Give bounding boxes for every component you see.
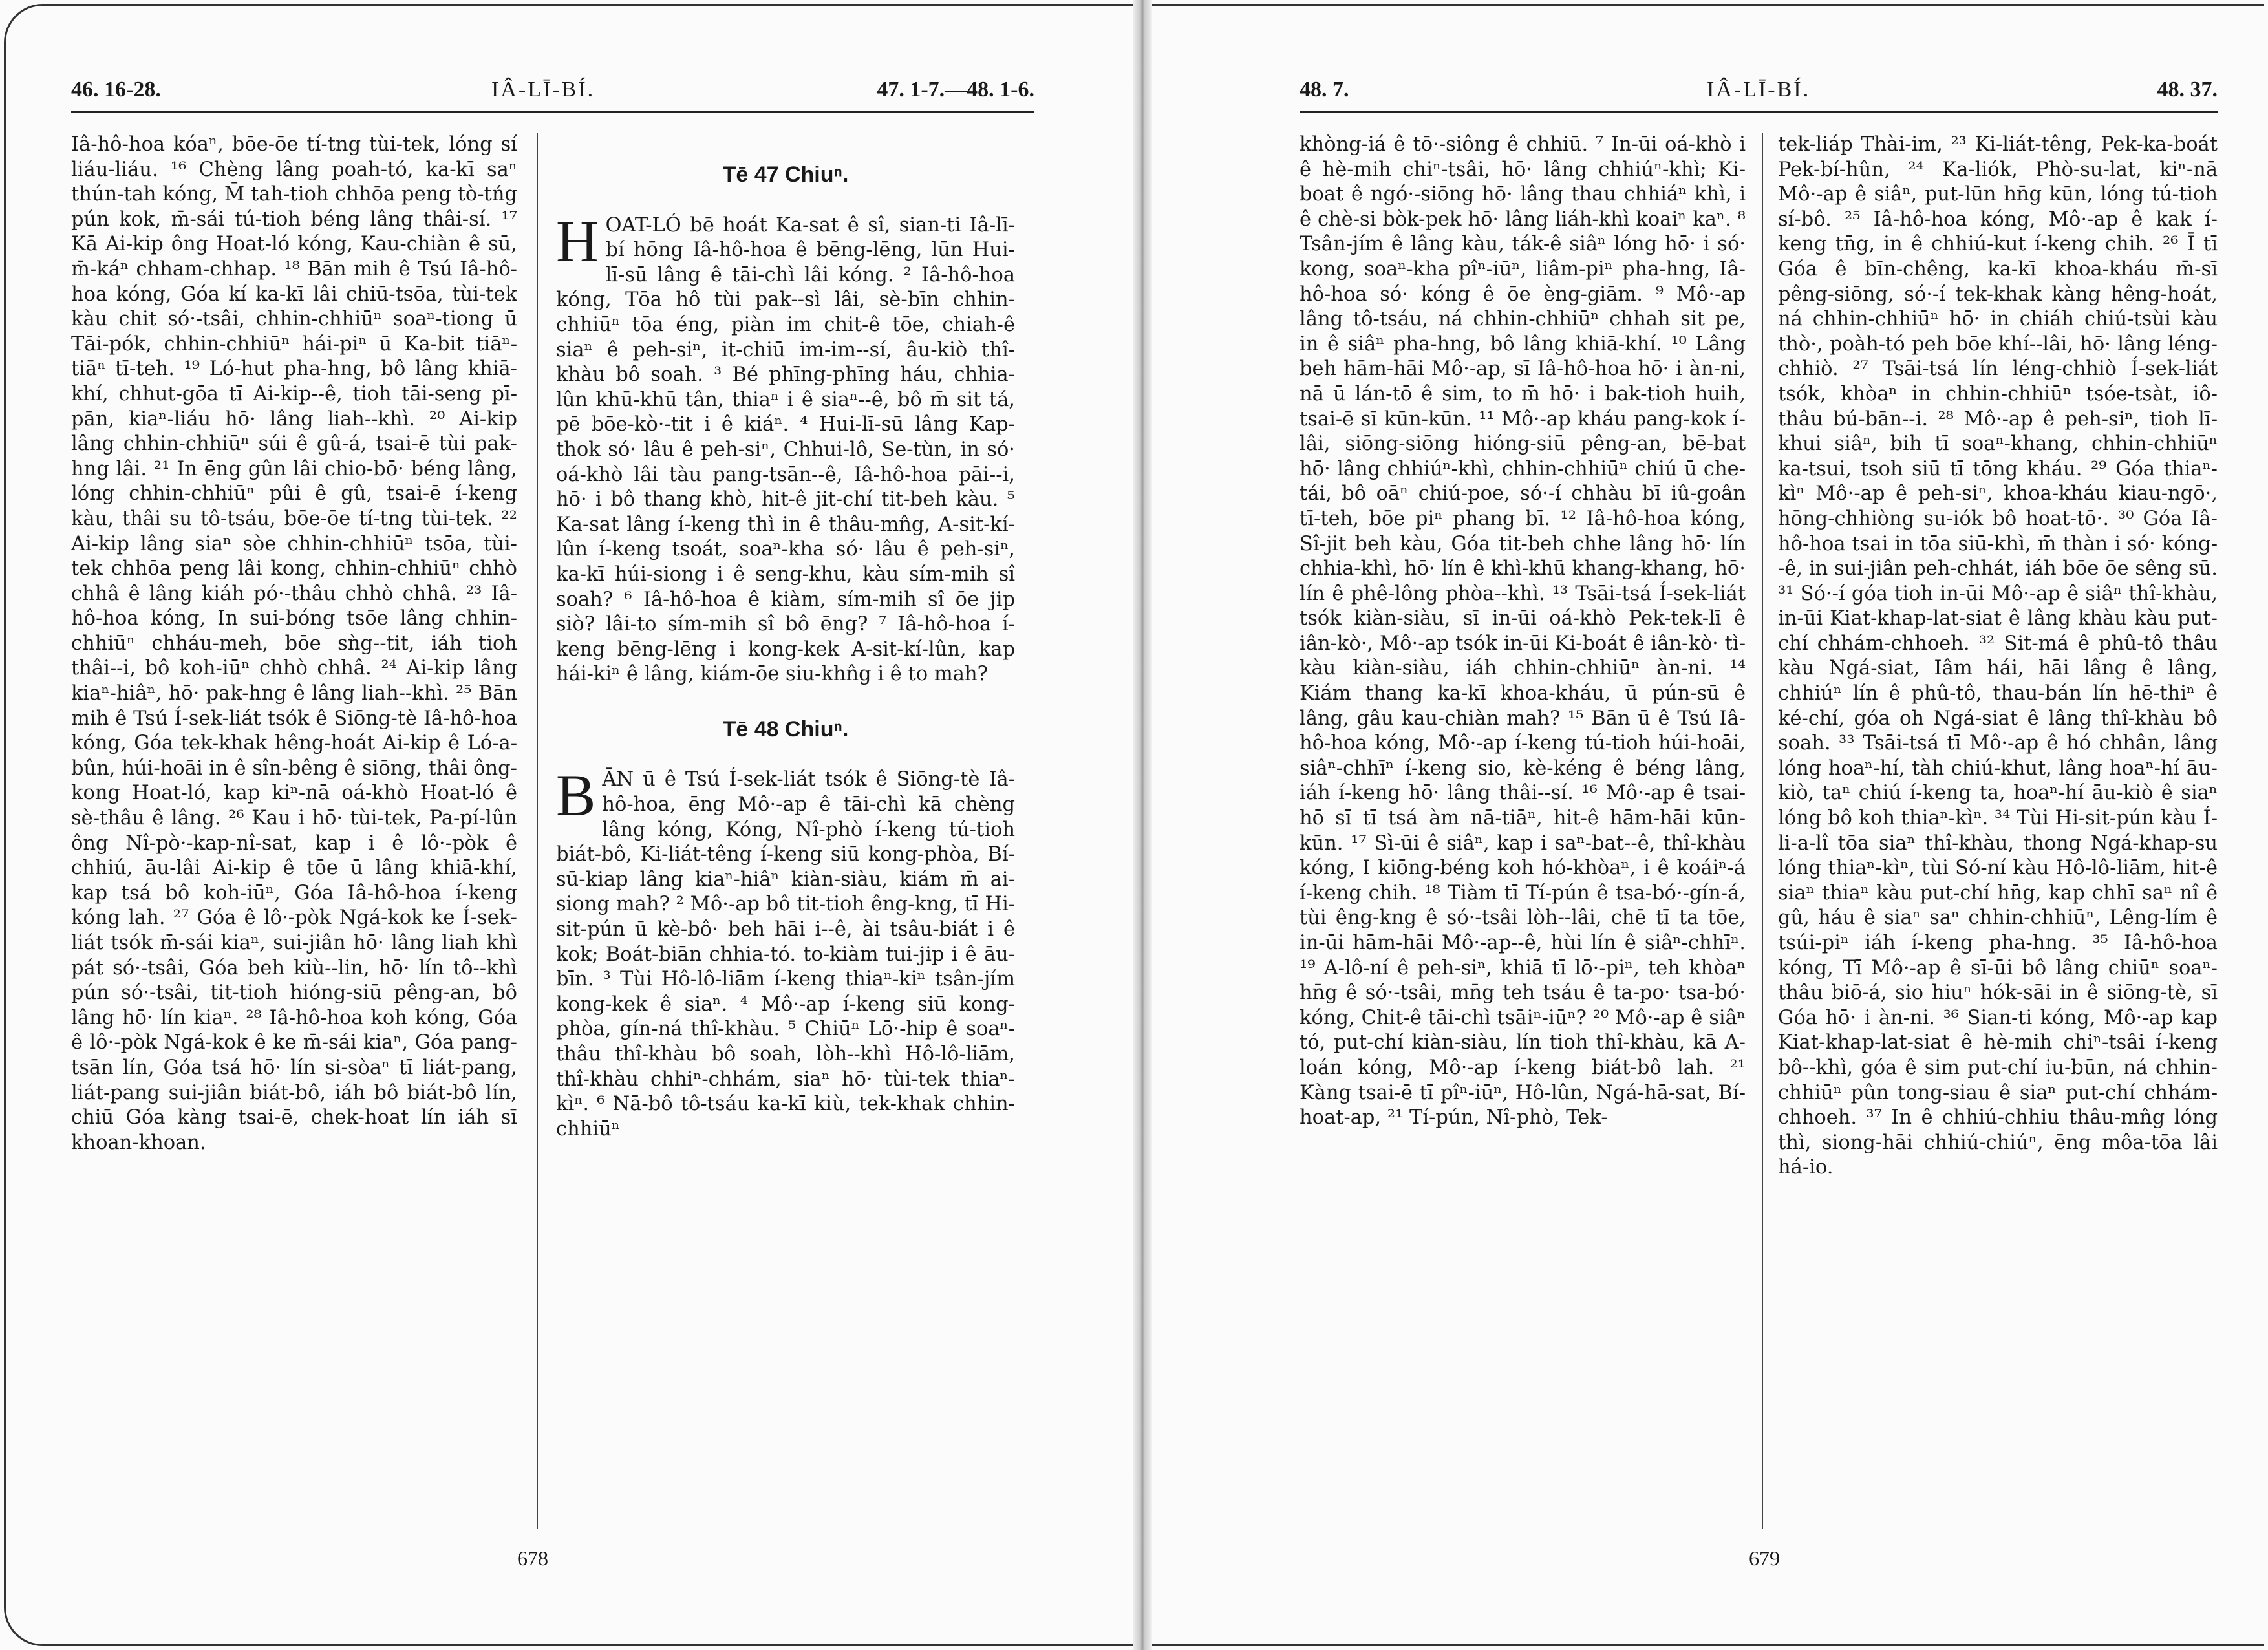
left-running-header (71, 78, 1034, 110)
right-header-book-title: IÂ-LĪ-BÍ. (1707, 78, 1811, 102)
chapter-48-text-end: tek-liáp Thài-im, ²³ Ki-liát-têng, Pek-ka-boát Pek-bí-hûn, ²⁴ Ka-liók, Phò-su-lat, kiⁿ-nā Mô·-ap ê siâⁿ, put-lūn hn̄g kūn, lóng tú-tioh sí-bô. ²⁵ Iâ-hô-hoa kóng, Mô·-ap ê kak í-keng tn̄g, in ê chhiú-kut í-keng chih. ²⁶ Ī tī Góa ê bīn-chêng, ka-kī khoa-kháu m̄-sī pêng-siōng, só·-í tek-khak kàng hêng-hoát, ná chhin-chhiūⁿ hō· in chiáh chiú-tsùi kàu thò·, poàh-tó peh bōe khí--lâi, hō· lâng léng-chhiò. ²⁷ Tsāi-tsá lín léng-chhiò Í-sek-liát tsók, khòaⁿ in chhin-chhiūⁿ tsóe-tsàt, iô-thâu bú-bān--i. ²⁸ Mô·-ap ê peh-siⁿ, tioh lī-khui siâⁿ, bih tī soaⁿ-khang, chhin-chhiūⁿ ka-tsui, tsoh siū tī tōng kháu. ²⁹ Góa thiaⁿ-kìⁿ Mô·-ap ê peh-siⁿ, khoa-kháu kiau-ngō·, hōng-chhiòng su-iók bô hoat-tō·. ³⁰ Góa Iâ-hô-hoa tsai in tōa siū-khì, m̄ thàn i só· kóng--ê, in sui-jiân peh-chhát, iáh bōe ōe sêng sū. ³¹ Só·-í góa tioh in-ūi Mô·-ap ê siâⁿ thî-khàu, in-ūi Kiat-khap-lat-siat ê lâng khàu kàu put-chí chhám-chhoeh. ³² Sit-má ê phû-tô thâu kàu Ngá-siat, Iâm hái, hāi lâng ê lâng, chhiúⁿ lín ê phû-tô, thau-bán lín hē-thiⁿ ê ké-chí, góa oh Ngá-siat ê lâng thî-khàu bô soah. ³³ Tsāi-tsá tī Mô·-ap ê hó chhân, lâng lóng hoaⁿ-hí, tàh chiú-khut, lâng hoaⁿ-hí āu-kiò, taⁿ chiú í-keng ta, hoaⁿ-hí āu-kiò ê siaⁿ lóng bô koh thiaⁿ-kìⁿ. ³⁴ Tùi Hi-sit-pún kàu Í-li-a-lî tōa siaⁿ thî-khàu, thong Ngá-khap-su lóng thiaⁿ-kìⁿ, tùi Só-ní kàu Hô-lô-liām, hit-ê siaⁿ thiaⁿ kàu put-chí hn̄g, kap chhī saⁿ nî ê gû, háu ê siaⁿ saⁿ chhin-chhiūⁿ, Lêng-lím ê tsúi-piⁿ iáh í-keng pha-hng. ³⁵ Iâ-hô-hoa kóng, Tī Mô·-ap ê sī-ūi bô lâng chiūⁿ soaⁿ-thâu biō-á, sio hiuⁿ hók-sāi in ê siōng-tè, sī Góa hō· i àn-ni. ³⁶ Sian-ti kóng, Mô·-ap kap Kiat-khap-lat-siat ê hè-mih chiⁿ-tsâi í-keng bô--khì, góa ê sim put-chí iu-būn, ná chhin-chhiūⁿ pûn tong-siau ê siaⁿ put-chí chhám-chhoeh. ³⁷ In ê chhiú-chhiu thâu-mn̂g lóng thì, siong-hāi chhiú-chiúⁿ, ēng môa-tōa lâi há-io. (1778, 133, 2218, 1179)
left-column-1 (71, 133, 517, 1529)
left-header-book-title: IÂ-LĪ-BÍ. (491, 78, 595, 102)
left-header-reference-end: 47. 1-7.—48. 1-6. (877, 78, 1034, 102)
right-column-2 (1778, 133, 2218, 1529)
chapter-48-dropcap: B (556, 762, 596, 829)
left-column-divider (537, 133, 538, 1529)
chapter-48-text-start: BĀN ū ê Tsú Í-sek-liát tsók ê Siōng-tè Iâ-hô-hoa, ēng Mô·-ap ê tāi-chì kā chèng lâng kóng, Kóng, Nî-phò í-keng tú-tioh biát-bô, Ki-liát-têng í-keng siū kong-phòa, Bí-sū-kiap lâng kiaⁿ-hiâⁿ kiàn-siàu, kiám m̄ ai-siong mah? ² Mô·-ap bô tit-tioh êng-kng, tī Hi-sit-pún ū kè-bô· beh hāi i--ê, ài tsâu-biát i ê kok; Boát-biān chhia-tó. to-kiàm tui-jip i ê āu-bīn. ³ Tùi Hô-lô-liām í-keng thiaⁿ-kiⁿ tsân-jím kong-kek ê siaⁿ. ⁴ Mô·-ap í-keng siū kong-phòa, gín-ná thî-khàu. ⁵ Chiūⁿ Lō·-hip ê soaⁿ-thâu thî-khàu bô soah, lòh--khì Hô-lô-liām, thî-khàu chhiⁿ-chhám, siaⁿ hō· tùi-tek thiaⁿ-kìⁿ. ⁶ Nā-bô tô-tsáu ka-kī kiù, tek-khak chhin-chhiūⁿ (556, 762, 1015, 1141)
left-page (19, 0, 1034, 1650)
right-page (1287, 0, 2250, 1650)
right-header-reference-end: 48. 37. (2157, 78, 2218, 102)
left-page-number: 678 (517, 1547, 548, 1570)
right-column-divider (1762, 133, 1763, 1529)
chapter-47-heading: Tē 47 Chiuⁿ. (722, 162, 849, 187)
right-header-reference-start: 48. 7. (1300, 78, 1349, 102)
left-header-rule (71, 111, 1034, 112)
chapter-48-text-continued: khòng-iá ê tō·-siông ê chhiū. ⁷ In-ūi oá-khò i ê hè-mih chiⁿ-tsâi, hō· lâng chhiúⁿ-khì; Ki-boat ê ngó·-siōng hō· lâng thau chhiáⁿ khì, i ê chè-si bòk-pek hō· lâng liáh-khì koaiⁿ kaⁿ. ⁸ Tsân-jím ê lâng kàu, ták-ê siâⁿ lóng hō· i só· kong, soaⁿ-kha pîⁿ-iūⁿ, liâm-piⁿ pha-hng, Iâ-hô-hoa só· kóng ê ōe èng-giām. ⁹ Mô·-ap lâng tô-tsáu, ná chhin-chhiūⁿ chhah sit pe, in ê siâⁿ pha-hng, bô lâng khiā-khí. ¹⁰ Lâng beh hām-hāi Mô·-ap, sī Iâ-hô-hoa hō· i àn-ni, nā ū lán-tō ê sim, to m̄ hō· i bak-tioh huih, tsai-ē sī kūn-kūn. ¹¹ Mô·-ap kháu pang-kok í-lâi, siōng-siōng hióng-siū pêng-an, bē-bat hō· lâng chhiúⁿ-khì, chhin-chhiūⁿ chiú ū che-tái, bô oāⁿ chiú-poe, só·-í chhàu bī iû-goân tī-teh, bōe piⁿ phang bī. ¹² Iâ-hô-hoa kóng, Sî-jit beh kàu, Góa tit-beh chhe lâng hō· lín chhia-khì, hō· lín ê khì-khū khang-khang, hō· lín ê phê-lông phòa--khì. ¹³ Tsāi-tsá Í-sek-liát tsók kiàn-siàu, sī in-ūi oá-khò Pek-tek-lī ê iân-kò·, Mô·-ap tsók in-ūi Ki-boát ê iân-kò· tì-kàu kiàn-siàu, iáh chhin-chhiūⁿ àn-ni. ¹⁴ Kiám thang ka-kī khoa-kháu, ū pún-sū ê lâng, gâu kau-chiàn mah? ¹⁵ Bān ū ê Tsú Iâ-hô-hoa kóng, Mô·-ap í-keng tú-tioh húi-hoāi, siâⁿ-chhīⁿ í-keng sio, kè-kéng ê béng lâng, iáh í-keng hō· lâng thâi--sí. ¹⁶ Mô·-ap ê tsai-hō sī tī tsá àm nā-tiāⁿ, hit-ê hām-hāi kūn-kūn. ¹⁷ Sì-ūi ê siâⁿ, kap i saⁿ-bat--ê, thî-khàu kóng, I kiōng-béng koh hó-khòaⁿ, i ê koáiⁿ-á í-keng chih. ¹⁸ Tiàm tī Tí-pún ê tsa-bó·-gín-á, tùi êng-kng ê só·-tsâi lòh--lâi, chē tī ta tōe, in-ūi hām-hāi Mô·-ap--ê, hùi lín ê siâⁿ-chhīⁿ. ¹⁹ A-lô-ní ê peh-siⁿ, khiā tī lō·-piⁿ, teh khòaⁿ hn̄g ê só·-tsâi, mn̄g teh tsáu ê ta-po· tsa-bó· kóng, Chit-ê tāi-chì tsāiⁿ-iūⁿ? ²⁰ Mô·-ap ê siâⁿ tó, put-chí kiàn-siàu, lín tioh thî-khàu, kā A-loán kóng, Mô·-ap í-keng biát-bô lah. ²¹ Kàng tsai-ē tī pîⁿ-iūⁿ, Hô-lûn, Ngá-hā-sat, Bí-hoat-ap, ²¹ Tí-pún, Nî-phò, Tek- (1300, 133, 1746, 1130)
chapter-48-heading: Tē 48 Chiuⁿ. (722, 716, 849, 742)
book-gutter (1133, 0, 1152, 1650)
right-header-rule (1300, 111, 2218, 112)
chapter-47-text: HOAT-LÓ bē hoát Ka-sat ê sî, sian-ti Iâ-lī-bí hōng Iâ-hô-hoa ê bēng-lēng, lūn Hui-lī-sū lâng ê tāi-chì lâi kóng. ² Iâ-hô-hoa kóng, Tōa hô tùi pak--sì lâi, sè-bīn chhin-chhiūⁿ tōa éng, piàn im chit-ê tōe, chiah-ê siaⁿ ê peh-siⁿ, it-chiū im-im--sí, âu-kiò thî-khàu bô soah. ³ Bé phīng-phīng háu, chhia-lûn khū-khū tân, thiaⁿ i ê siaⁿ--ê, bô m̄ sit tá, pē bōe-kò·-tit i ê kiáⁿ. ⁴ Hui-lī-sū lâng Kap-thok só· lâu ê peh-siⁿ, Chhui-lô, Se-tùn, in só· oá-khò lâi tàu pang-tsān--ê, Iâ-hô-hoa pāi--i, hō· i bô thang khò, hit-ê jit-chí tit-beh kàu. ⁵ Ka-sat lâng í-keng thì in ê thâu-mn̂g, A-sit-kí-lûn í-keng tsoát, soaⁿ-kha só· lâu ê peh-siⁿ, ka-kī húi-siong i ê seng-khu, kàu sím-mih sî soah? ⁶ Iâ-hô-hoa ê kiàm, sím-mih sî ōe jip siò? lâi-to sím-mih sî bô ēng? ⁷ Iâ-hô-hoa í-keng bēng-lēng i kong-kek A-sit-kí-lûn, kap hái-kiⁿ ê lâng, kiám-ōe siu-khn̂g i ê to mah? (556, 208, 1015, 686)
chapter-46-text: Iâ-hô-hoa kóaⁿ, bōe-ōe tí-tng tùi-tek, lóng sí liáu-liáu. ¹⁶ Chèng lâng poah-tó, ka-kī saⁿ thún-tah kóng, M̄ tah-tioh chhōa peng tò-tńg pún kok, m̄-sái tú-tioh béng lâng thâi-sí. ¹⁷ Kā Ai-kip ông Hoat-ló kóng, Kau-chiàn ê sū, m̄-káⁿ chham-chhap. ¹⁸ Bān mih ê Tsú Iâ-hô-hoa kóng, Góa kí ka-kī lâi chiū-tsōa, tùi-tek kàu chit só·-tsâi, chhin-chhiūⁿ soaⁿ-tiong ū Tāi-pók, chhin-chhiūⁿ hái-piⁿ ū Ka-bit tiāⁿ-tiāⁿ tī-teh. ¹⁹ Ló-hut pha-hng, bô lâng khiā-khí, chhut-gōa tī Ai-kip--ê, tioh tāi-seng pī-pān, kiaⁿ-liáu hō· lâng liah--khì. ²⁰ Ai-kip lâng chhin-chhiūⁿ súi ê gû-á, tsai-ē tùi pak-hng lâi. ²¹ In ēng gûn lâi chio-bō· béng lâng, lóng chhin-chhiūⁿ pûi ê gû, tsai-ē í-keng kàu, thâi su tô-tsáu, bōe-ōe tí-tng tùi-tek. ²² Ai-kip lâng siaⁿ sòe chhin-chhiūⁿ tsōa, tùi-tek chhōa peng lâi kong, chhin-chhiūⁿ chhò chhâ ê lâng kiáh pó·-thâu chhò chhâ. ²³ Iâ-hô-hoa kóng, In sui-bóng tsōe lâng chhin-chhiūⁿ chháu-meh, bōe sǹg--tit, iáh tioh thâi--i, bô koh-iūⁿ chhò chhâ. ²⁴ Ai-kip lâng kiaⁿ-hiâⁿ, hō· pak-hng ê lâng liah--khì. ²⁵ Bān mih ê Tsú Í-sek-liát tsók ê Siōng-tè Iâ-hô-hoa kóng, Góa tek-khak hêng-hoát Ai-kip ê Ló-a-bûn, húi-hoāi in ê sîn-bêng ê siōng, thâi ông-kong Hoat-ló, kap kiⁿ-nā oá-khò Hoat-ló ê sè-thâu ê lâng. ²⁶ Kau i hō· tùi-tek, Pa-pí-lûn ông Nî-pò·-kap-nî-sat, kap i ê lô·-pòk ê chhiú, āu-lâi Ai-kip ê tōe ū lâng khiā-khí, kap tsá bô koh-iūⁿ, Góa Iâ-hô-hoa í-keng kóng lah. ²⁷ Góa ê lô·-pòk Ngá-kok ke Í-sek-liát tsók m̄-sái kiaⁿ, sui-jiân hō· lâng liah khì pát só·-tsâi, Góa beh kiù--lin, hō· lín tô--khì pún só·-tsâi, tit-tioh hióng-siū pêng-an, bô lâng hō· lín kiaⁿ. ²⁸ Iâ-hô-hoa koh kóng, Góa ê lô·-pòk Ngá-kok ê ke m̄-sái kiaⁿ, Góa pang-tsān lín, Góa tsá hō· lín si-sòaⁿ tī liát-pang, liát-pang sui-jiân biát-bô, iáh bô biát-bô lín, chiū Góa kàng tsai-ē, chek-hoat lín iáh sī khoan-khoan. (71, 133, 517, 1154)
right-running-header (1300, 78, 2218, 110)
right-page-number: 679 (1749, 1547, 1780, 1570)
right-column-1 (1300, 133, 1746, 1529)
chapter-47-dropcap: H (556, 208, 599, 274)
left-column-2 (556, 133, 1015, 1529)
left-header-reference-start: 46. 16-28. (71, 78, 161, 102)
